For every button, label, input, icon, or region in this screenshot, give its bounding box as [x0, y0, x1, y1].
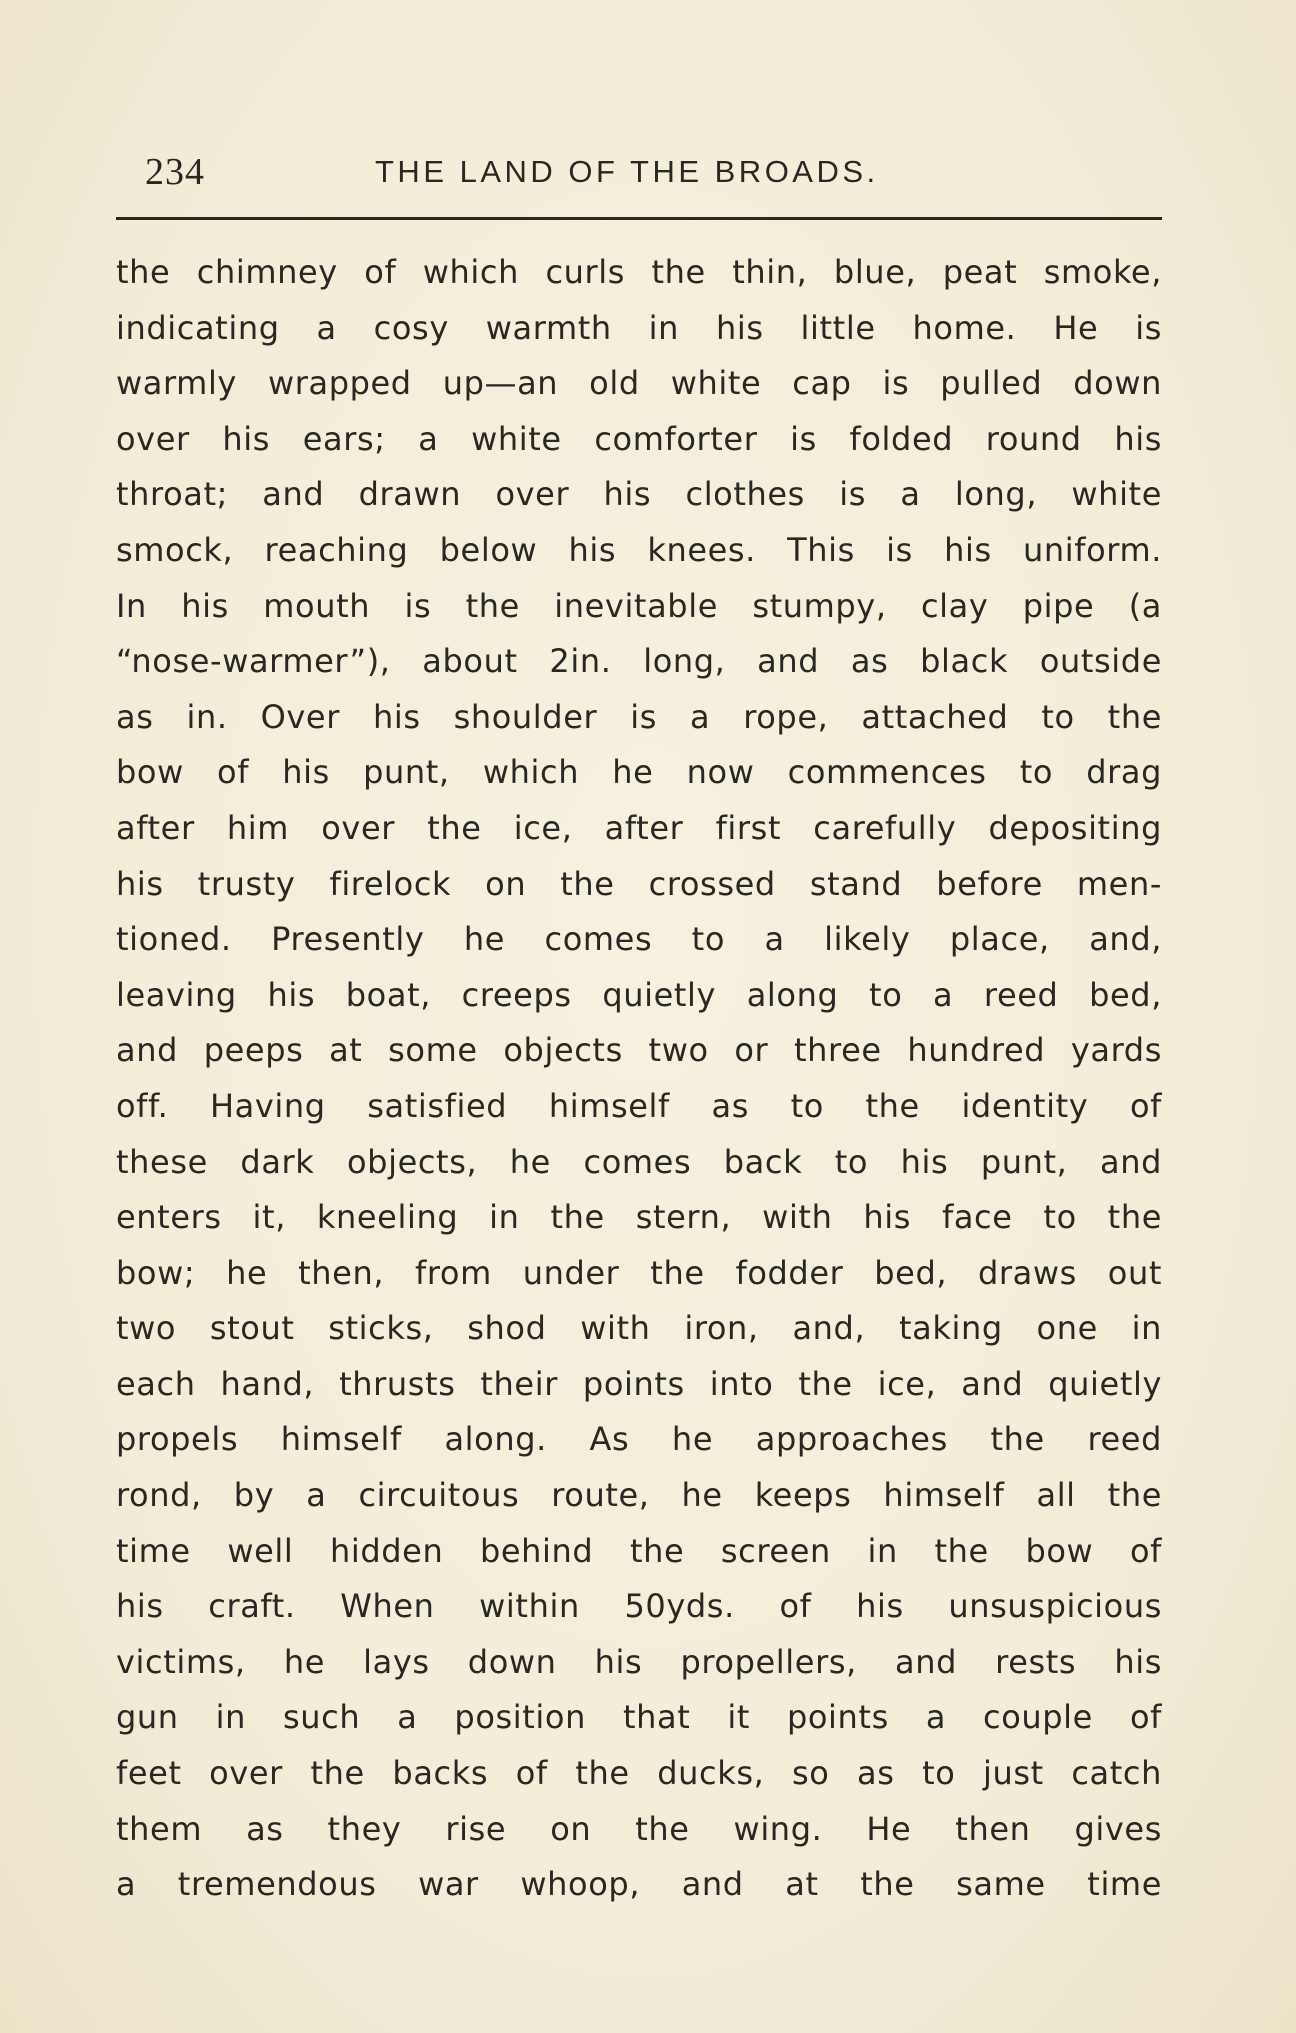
text-line: bow; he then, from under the fodder bed, draws out [116, 1253, 1162, 1292]
text-line: his craft. When within 50yds. of his unsuspicious [116, 1587, 1162, 1626]
text-line: time well hidden behind the screen in the bow of [116, 1531, 1162, 1570]
text-line: “nose-warmer”), about 2in. long, and as black outside [116, 642, 1162, 681]
text-line: after him over the ice, after first carefully depositing [116, 808, 1162, 847]
text-line: gun in such a position that it points a couple of [116, 1698, 1162, 1737]
text-line: leaving his boat, creeps quietly along to a reed bed, [116, 975, 1162, 1014]
text-line: over his ears; a white comforter is folded round his [116, 419, 1162, 458]
text-line: throat; and drawn over his clothes is a long, white [116, 475, 1162, 514]
page-number: 234 [145, 151, 205, 193]
header-rule [116, 217, 1162, 220]
text-line: off. Having satisfied himself as to the identity of [116, 1086, 1162, 1125]
text-line: indicating a cosy warmth in his little home. He is [116, 308, 1162, 347]
text-line: smock, reaching below his knees. This is his uniform. [116, 530, 1162, 569]
text-line: rond, by a circuitous route, he keeps himself all the [116, 1476, 1162, 1515]
text-line: propels himself along. As he approaches the reed [116, 1420, 1162, 1459]
text-line: his trusty firelock on the crossed stand before men- [116, 864, 1162, 903]
text-line: the chimney of which curls the thin, blue, peat smoke, [116, 253, 1162, 291]
text-line: as in. Over his shoulder is a rope, attached to the [116, 697, 1162, 736]
text-line: tioned. Presently he comes to a likely place, and, [116, 920, 1162, 959]
text-line: victims, he lays down his propellers, and rests his [116, 1642, 1162, 1681]
text-line: In his mouth is the inevitable stumpy, clay pipe (a [116, 586, 1162, 625]
text-line: and peeps at some objects two or three hundred yards [116, 1031, 1162, 1070]
text-line: enters it, kneeling in the stern, with his face to the [116, 1198, 1162, 1237]
text-line: a tremendous war whoop, and at the same time [116, 1865, 1162, 1904]
running-head [145, 150, 1160, 198]
body-text [116, 245, 1162, 1913]
running-title: THE LAND OF THE BROADS. [375, 154, 879, 189]
text-line: these dark objects, he comes back to his punt, and [116, 1142, 1162, 1181]
text-line: feet over the backs of the ducks, so as to just catch [116, 1754, 1162, 1793]
text-line: two stout sticks, shod with iron, and, taking one in [116, 1309, 1162, 1348]
text-line: each hand, thrusts their points into the ice, and quietly [116, 1364, 1162, 1403]
text-line: bow of his punt, which he now commences to drag [116, 753, 1162, 792]
text-line: warmly wrapped up—an old white cap is pulled down [116, 364, 1162, 403]
text-line: them as they rise on the wing. He then gives [116, 1809, 1162, 1848]
